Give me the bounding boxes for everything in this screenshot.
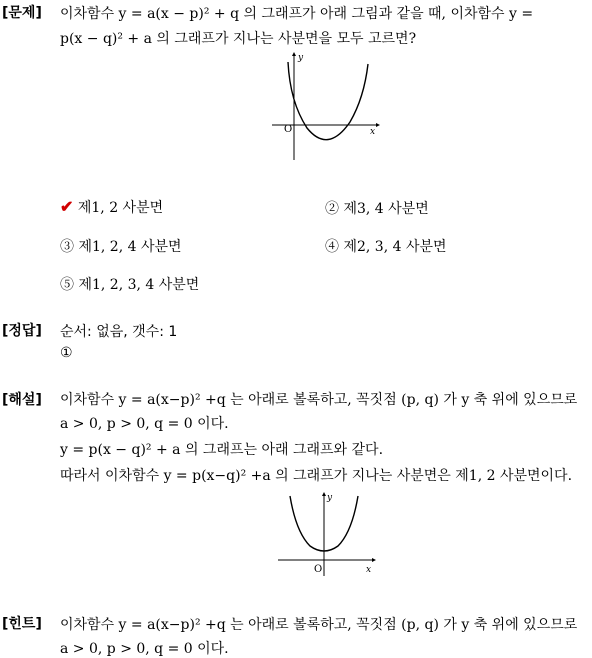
option-5-marker: ⑤ — [60, 277, 74, 293]
answer-tag: [정답] — [2, 323, 42, 339]
parabola-curve — [288, 62, 368, 140]
problem-line-1: 이차함수 y = a(x − p)² + q 의 그래프가 아래 그림과 같을 때, 이차함수 y = — [60, 6, 534, 22]
hint-tag: [힌트] — [2, 616, 42, 632]
option-3 — [60, 236, 182, 256]
option-4-text: 제2, 3, 4 사분면 — [343, 239, 447, 255]
option-1 — [60, 197, 163, 217]
explanation-line-2: a > 0, p > 0, q = 0 이다. — [60, 416, 229, 432]
problem-tag: [문제] — [2, 5, 42, 21]
explanation-tag: [해설] — [2, 392, 42, 408]
option-4-marker: ④ — [325, 239, 339, 255]
option-2-marker: ② — [325, 201, 339, 217]
explanation-line-1: 이차함수 y = a(x−p)² +q 는 아래로 볼록하고, 꼭짓점 (p, q) 가 y 축 위에 있으므로 — [60, 392, 578, 408]
explanation-line-3: y = p(x − q)² + a 의 그래프는 아래 그래프와 같다. — [60, 442, 384, 458]
option-1-text: 제1, 2 사분면 — [77, 200, 164, 216]
origin-label: O — [314, 564, 323, 575]
explanation-line-4: 따라서 이차함수 y = p(x−q)² +a 의 그래프가 지나는 사분면은 제1, 2 사분면이다. — [60, 468, 573, 484]
option-3-marker: ③ — [60, 239, 74, 255]
explanation-graph — [276, 490, 376, 576]
option-5 — [60, 274, 199, 294]
answer-line-2: ① — [60, 345, 73, 361]
option-2 — [325, 198, 429, 218]
option-5-text: 제1, 2, 3, 4 사분면 — [78, 277, 200, 293]
problem-graph — [270, 50, 380, 162]
problem-line-2: p(x − q)² + a 의 그래프가 지나는 사분면을 모두 고르면? — [60, 31, 417, 47]
answer-line-1: 순서: 없음, 갯수: 1 — [60, 324, 178, 340]
option-3-text: 제1, 2, 4 사분면 — [78, 239, 182, 255]
hint-line-2: a > 0, p > 0, q = 0 이다. — [60, 641, 229, 657]
origin-label: O — [284, 124, 293, 135]
y-axis-label: y — [327, 493, 333, 503]
hint-line-1: 이차함수 y = a(x−p)² +q 는 아래로 볼록하고, 꼭짓점 (p, q) 가 y 축 위에 있으므로 — [60, 617, 578, 633]
check-mark-icon: ✔ — [60, 197, 74, 216]
y-axis-label: y — [298, 53, 304, 63]
option-2-text: 제3, 4 사분면 — [343, 201, 429, 217]
x-axis-label: x — [370, 127, 376, 137]
x-axis-label: x — [366, 565, 372, 575]
option-4 — [325, 236, 447, 256]
